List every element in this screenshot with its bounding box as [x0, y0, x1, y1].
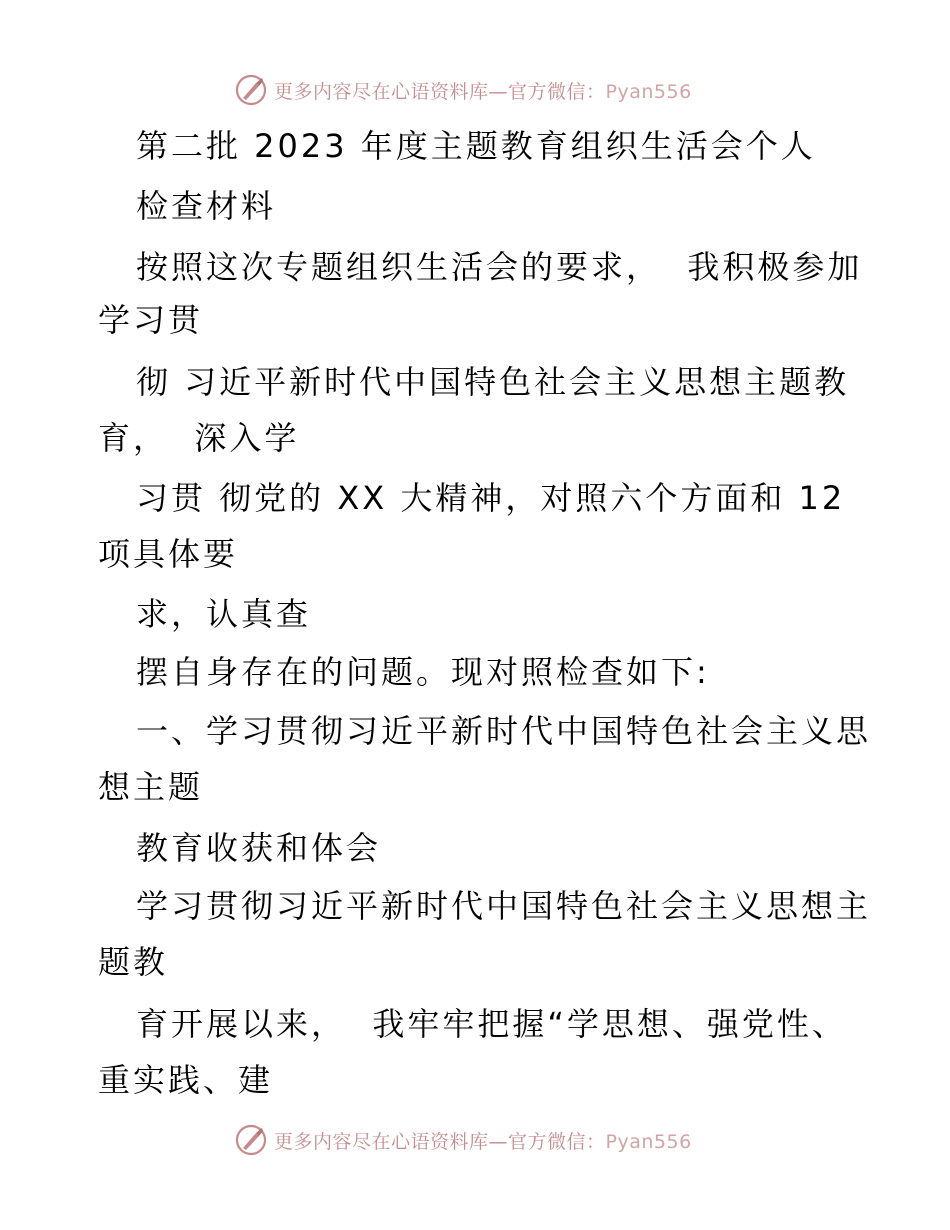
header-watermark	[234, 70, 692, 110]
doc-line: 育， 深入学	[98, 419, 300, 457]
doc-line: 习贯 彻党的 XX 大精神，对照六个方面和 12	[136, 479, 846, 517]
watermark-wechat-id: Pyan556	[605, 80, 692, 103]
doc-line: 项具体要	[98, 535, 239, 573]
doc-title-line-2: 检查材料	[136, 187, 277, 225]
doc-line: 学习贯	[98, 301, 204, 339]
watermark-text: 更多内容尽在心语资料库—官方微信：	[274, 1130, 606, 1153]
doc-line: 摆自身存在的问题。现对照检查如下:	[136, 653, 710, 691]
doc-line: 题教	[98, 943, 169, 981]
doc-line: 按照这次专题组织生活会的要求， 我积极参加	[136, 248, 863, 286]
doc-line: 重实践、建	[98, 1061, 274, 1099]
doc-section-heading: 想主题	[98, 768, 204, 806]
quill-pen-icon	[234, 73, 268, 107]
quill-pen-icon	[234, 1123, 268, 1157]
watermark-text: 更多内容尽在心语资料库—官方微信：	[274, 80, 606, 103]
watermark-wechat-id: Pyan556	[605, 1130, 692, 1153]
doc-line: 求，认真查	[136, 595, 312, 633]
doc-section-heading: 教育收获和体会	[136, 829, 382, 867]
footer-watermark	[234, 1120, 692, 1160]
doc-line: 学习贯彻习近平新时代中国特色社会主义思想主	[136, 887, 872, 925]
doc-line: 彻 习近平新时代中国特色社会主义思想主题教	[136, 363, 850, 401]
doc-section-heading: 一、学习贯彻习近平新时代中国特色社会主义思	[136, 712, 872, 750]
doc-line: 育开展以来， 我牢牢把握“学思想、强党性、	[136, 1005, 847, 1043]
doc-title-line-1: 第二批 2023 年度主题教育组织生活会个人	[136, 127, 816, 165]
